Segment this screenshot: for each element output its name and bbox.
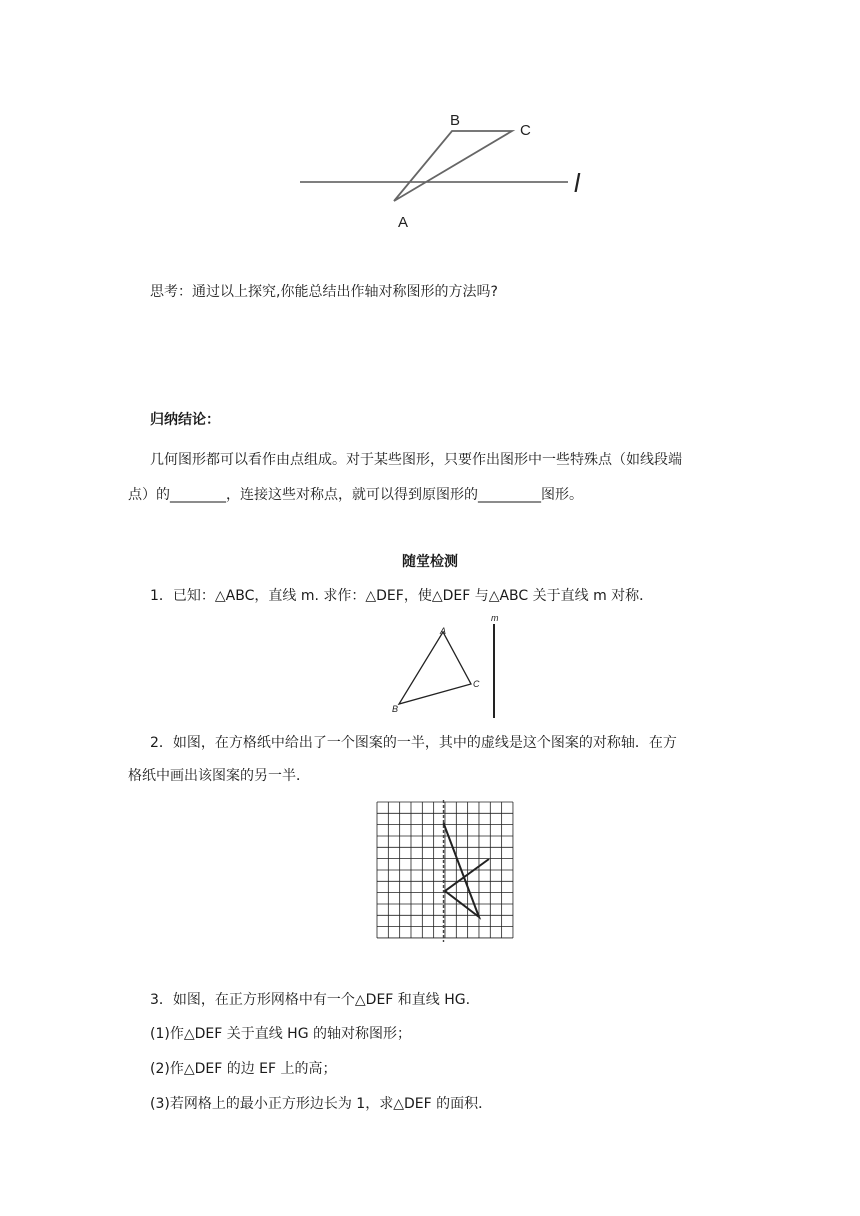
- label-b: B: [450, 112, 461, 129]
- section-title: 随堂检测: [402, 554, 458, 570]
- question-2-line-2: 格纸中画出该图案的另一半．: [128, 768, 310, 784]
- label-b-small: B: [392, 704, 399, 714]
- figure-triangle-line-l: [290, 100, 610, 235]
- conclusion-line-2: 点）的________，连接这些对称点，就可以得到原图形的_________图形。: [128, 487, 583, 503]
- triangle-abc: [394, 131, 512, 201]
- label-l: l: [574, 168, 580, 198]
- grid-lines: [377, 802, 513, 938]
- question-1-text: 1．已知：△ABC，直线 m. 求作：△DEF，使△DEF 与△ABC 关于直线 m 对称．: [150, 588, 654, 604]
- conclusion-heading: 归纳结论：: [150, 412, 220, 428]
- label-a-small: A: [440, 626, 447, 636]
- question-3-part-1: (1)作△DEF 关于直线 HG 的轴对称图形；: [150, 1026, 412, 1042]
- label-m: m: [491, 613, 499, 623]
- question-2-line-1: 2．如图，在方格纸中给出了一个图案的一半，其中的虚线是这个图案的对称轴．在方: [150, 735, 677, 751]
- conclusion-line-1: 几何图形都可以看作由点组成。对于某些图形，只要作出图形中一些特殊点（如线段端: [150, 452, 682, 468]
- label-c-small: C: [473, 679, 480, 689]
- question-3-part-3: (3)若网格上的最小正方形边长为 1，求△DEF 的面积．: [150, 1096, 493, 1112]
- figure-grid-pattern: [375, 800, 515, 942]
- triangle-abc-small: [399, 632, 471, 704]
- label-a: A: [398, 214, 409, 231]
- think-question: 思考：通过以上探究,你能总结出作轴对称图形的方法吗?: [150, 284, 498, 300]
- question-3-intro: 3．如图，在正方形网格中有一个△DEF 和直线 HG.: [150, 992, 471, 1008]
- label-c: C: [520, 122, 531, 139]
- question-3-part-2: (2)作△DEF 的边 EF 上的高；: [150, 1061, 337, 1077]
- figure-triangle-line-m: [385, 612, 510, 722]
